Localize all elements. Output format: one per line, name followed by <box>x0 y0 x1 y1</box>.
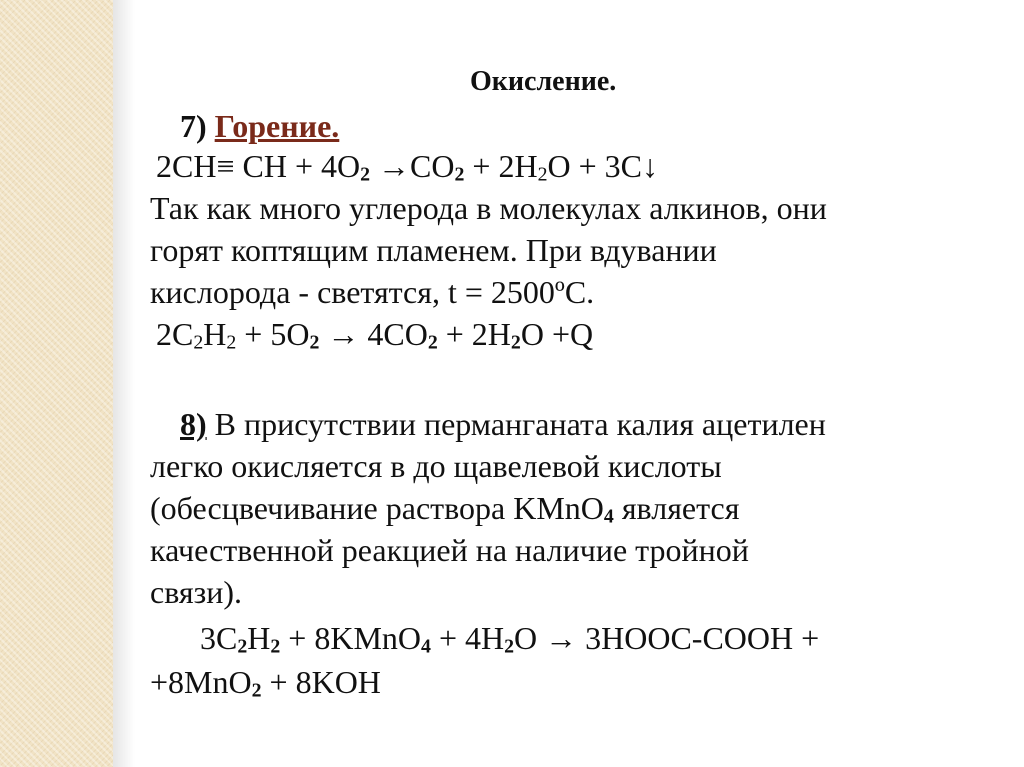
section-7-title: Горение. <box>214 108 340 144</box>
eq1-sub: 2 <box>454 163 465 186</box>
eq1-part: + 2H <box>464 148 538 184</box>
text-line: кислорода - светятся, t = 2500ºC. <box>150 274 595 310</box>
eq2-part: + 5O <box>236 316 310 352</box>
section-7-heading <box>180 106 339 146</box>
eq1-part: 2CH≡ CH + 4O <box>156 148 361 184</box>
eq3-part: O → 3HOOC-COOH + <box>514 620 820 656</box>
eq3-part: + 8KMnO <box>280 620 422 656</box>
section-8-text: В присутствии перманганата калия ацетилен <box>206 406 826 442</box>
eq1-sub: 2 <box>360 163 371 186</box>
text-line: связи). <box>150 574 243 610</box>
eq3-sub: 4 <box>421 635 431 658</box>
eq2-part: + 2H <box>437 316 511 352</box>
text-part: (обесцвечивание раствора KMnO <box>150 490 604 526</box>
eq2-sub: 2 <box>309 331 320 354</box>
eq3-part: + 4H <box>430 620 505 656</box>
text-sub: 4 <box>603 505 614 528</box>
eq3-sub: 2 <box>270 635 281 658</box>
eq2-part: 2C <box>156 316 194 352</box>
equation-combustion <box>156 146 658 186</box>
equation-permanganate-oxidation <box>200 618 819 658</box>
eq4-sub: 2 <box>251 679 262 702</box>
eq4-part: + 8KOH <box>261 664 381 700</box>
eq2-part: → 4CO <box>319 316 428 352</box>
side-band-shadow <box>113 0 135 767</box>
text-line: Так как много углерода в молекулах алкинов, они <box>150 190 827 226</box>
text-line: легко окисляется в до щавелевой кислоты <box>150 448 722 484</box>
eq2-part: H <box>203 316 227 352</box>
section-7-number: 7) <box>180 108 207 144</box>
eq3-part: H <box>247 620 271 656</box>
eq1-sub: 2 <box>537 163 548 186</box>
eq3-part: 3C <box>200 620 238 656</box>
eq2-sub: 2 <box>510 331 521 354</box>
eq1-part: →CO <box>370 148 455 184</box>
eq2-part: O +Q <box>520 316 594 352</box>
section-8-number: 8) <box>180 406 207 442</box>
equation-permanganate-products <box>150 662 381 702</box>
equation-acetylene-combustion <box>156 314 593 354</box>
section-8-line <box>180 404 826 444</box>
eq1-part: O + 3C↓ <box>547 148 658 184</box>
text-line <box>150 488 739 528</box>
text-part: является <box>613 490 740 526</box>
eq2-sub: 2 <box>193 331 204 354</box>
eq2-sub: 2 <box>427 331 438 354</box>
eq2-sub: 2 <box>226 331 237 354</box>
text-line: качественной реакцией на наличие тройной <box>150 532 749 568</box>
text-line: горят коптящим пламенем. При вдувании <box>150 232 717 268</box>
eq4-part: +8MnO <box>150 664 252 700</box>
eq3-sub: 2 <box>237 635 248 658</box>
eq3-sub: 2 <box>504 635 515 658</box>
slide-title: Окисление. <box>470 66 617 97</box>
decorative-side-band <box>0 0 113 767</box>
